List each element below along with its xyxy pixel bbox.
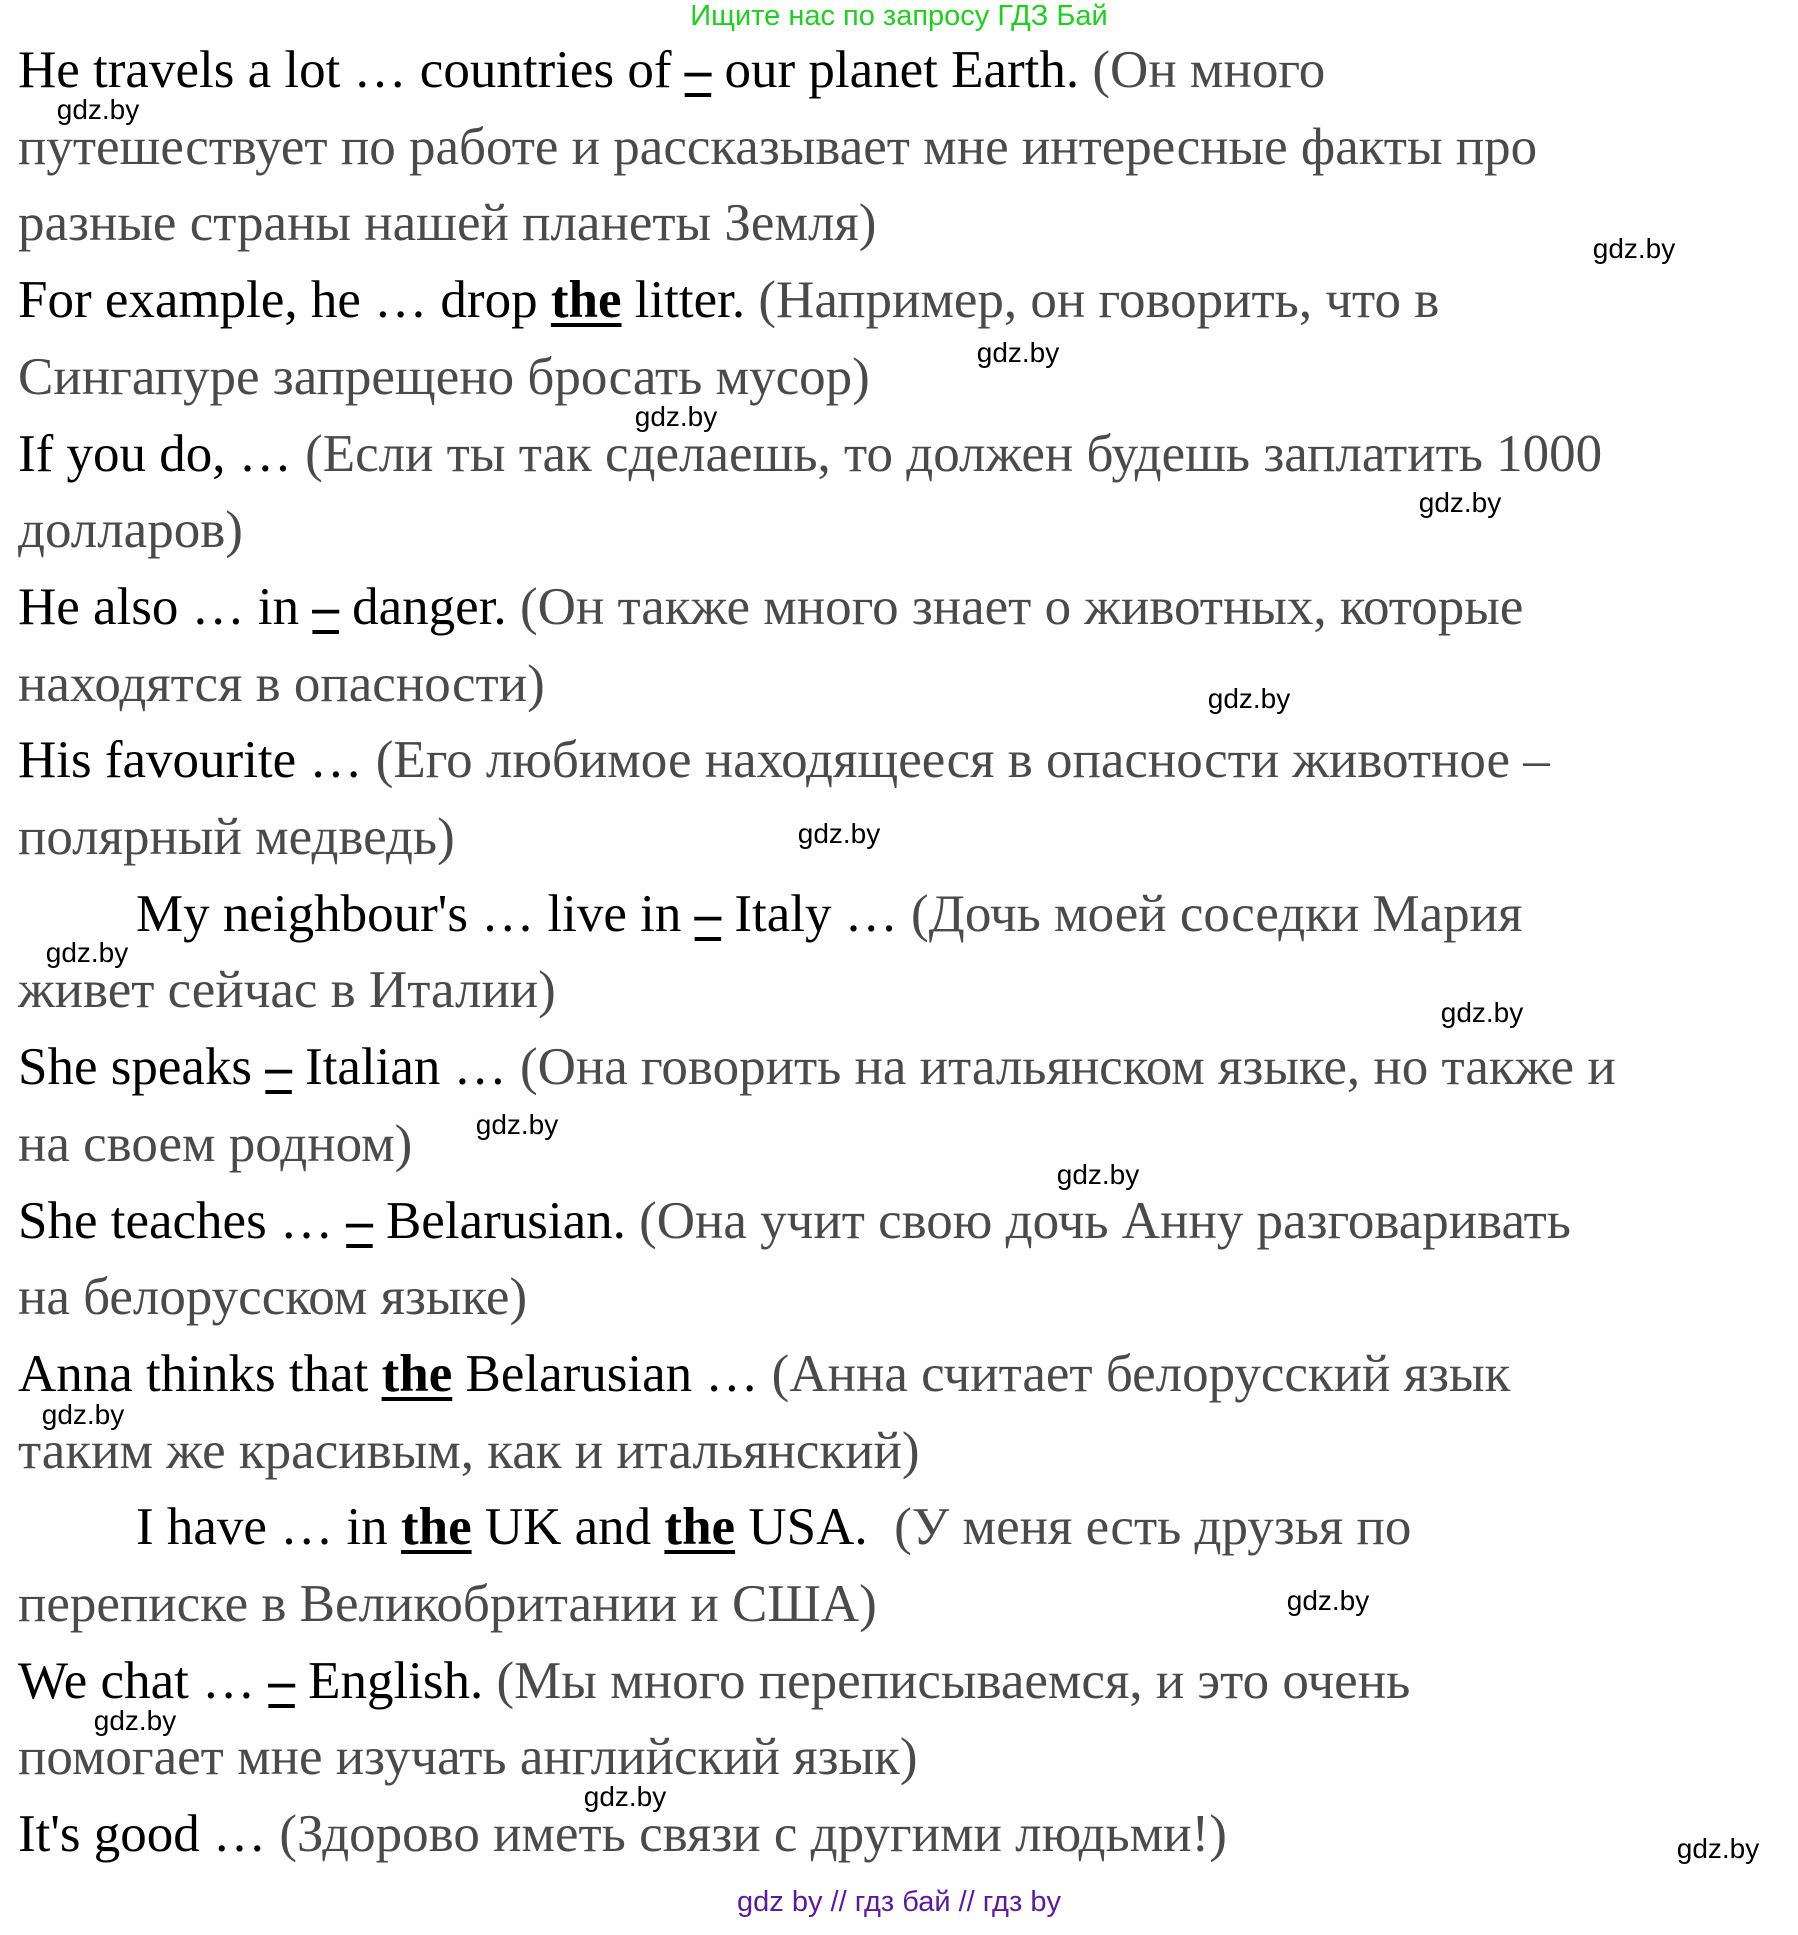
translation-text: помогает мне изучать английский язык) [18,1728,918,1787]
translation-text: (Она учит свою дочь Анну разговаривать [639,1191,1571,1250]
text-line [18,807,455,867]
translation-text: разные страны нашей планеты Земля) [18,194,877,253]
english-text: English. [294,1651,497,1710]
text-line [18,1421,920,1481]
text-line [18,577,1523,637]
text-line [18,1804,1227,1864]
english-text: She speaks [18,1038,266,1097]
translation-text: (Мы много переписываемся, и это очень [496,1651,1411,1710]
translation-text: (Если ты так сделаешь, то должен будешь заплатить 1000 [305,424,1603,483]
watermark: gdz.by [1207,683,1291,714]
answer-fill: the [664,1498,736,1557]
translation-text: (Она говорить на итальянском языке, но также и [519,1038,1616,1097]
translation-text: Сингапуре запрещено бросать мусор) [18,347,870,406]
text-line [18,500,243,560]
watermark: gdz.by [1440,997,1524,1028]
text-line [18,424,1602,484]
text-line [18,1267,527,1327]
english-text: It's good … [18,1805,280,1864]
text-line [18,193,876,253]
footer-links: gdz by // гдз бай // гдз by [737,1886,1061,1918]
english-text: Belarusian. [372,1191,640,1250]
english-text: Italian … [291,1038,520,1097]
text-line [136,1497,1411,1557]
answer-fill: – [684,41,712,99]
english-text: Belarusian … [452,1344,772,1403]
watermark: gdz.by [1056,1159,1140,1190]
text-line [18,960,556,1020]
english-text: our planet Earth. [711,41,1093,99]
translation-text: (Он много [1092,41,1326,99]
english-text: She teaches … [18,1191,347,1250]
watermark: gdz.by [976,337,1060,368]
english-text: He also … in [18,577,313,636]
watermark: gdz.by [1286,1585,1370,1616]
translation-text: живет сейчас в Италии) [18,961,556,1020]
answer-fill: – [268,1651,295,1710]
english-text: We chat … [18,1651,269,1710]
watermark: gdz.by [93,1705,177,1736]
text-line [18,1191,1571,1251]
english-text: If you do, … [18,424,306,483]
text-line [18,1344,1510,1404]
english-text: He travels a lot … countries of [18,41,685,99]
answer-fill: – [346,1191,373,1250]
english-text: danger. [338,577,520,636]
english-text: For example, he … drop [18,271,551,330]
watermark: gdz.by [1676,1833,1760,1864]
translation-text: полярный медведь) [18,808,455,866]
watermark: gdz.by [583,1781,667,1812]
translation-text: (Например, он говорить, что в [758,271,1440,330]
translation-text: (Анна считает белорусский язык [771,1344,1511,1403]
translation-text: (Здорово иметь связи с другими людьми!) [279,1805,1227,1864]
watermark: gdz.by [1418,487,1502,518]
watermark: gdz.by [56,94,140,125]
english-text: His favourite … [18,731,376,790]
translation-text: путешествует по работе и рассказывает мне интересные факты про [18,117,1538,176]
answer-fill: – [694,884,722,943]
translation-text: на своем родном) [18,1114,413,1173]
english-text: My neighbour's … live in [136,884,695,943]
text-line [18,1114,412,1174]
english-text: Italy … [721,884,912,943]
watermark: gdz.by [45,937,129,968]
text-line [18,270,1439,330]
translation-text: находятся в опасности) [18,654,545,713]
translation-text: переписке в Великобритании и США) [18,1575,877,1633]
translation-text: (Его любимое находящееся в опасности животное – [375,731,1550,790]
text-line [18,1574,877,1634]
translation-text: долларов) [18,501,243,560]
translation-text: (Дочь моей соседки Мария [911,884,1523,943]
translation-text: таким же красивым, как и итальянский) [18,1421,920,1480]
text-line [18,1037,1616,1097]
watermark: gdz.by [634,401,718,432]
translation-text: (Он также много знает о животных, которые [519,577,1524,636]
watermark: gdz.by [41,1399,125,1430]
english-text: litter. [621,271,759,330]
text-line [18,730,1550,790]
english-text: UK and [471,1498,665,1557]
translation-text: на белорусском языке) [18,1268,528,1327]
text-line [136,884,1522,944]
text-line [18,1651,1410,1711]
answer-fill: – [312,577,339,636]
english-text: Anna thinks that [18,1344,382,1403]
english-text: USA. [735,1498,895,1557]
translation-text: (У меня есть друзья по [894,1498,1412,1557]
watermark: gdz.by [797,818,881,849]
text-line [18,654,545,714]
watermark: gdz.by [1592,233,1676,264]
watermark: gdz.by [475,1109,559,1140]
search-hint-header: Ищите нас по запросу ГДЗ Бай [690,0,1108,32]
answer-fill: the [400,1498,472,1557]
text-line [18,347,870,407]
text-line [18,117,1537,177]
english-text: I have … in [136,1498,401,1557]
answer-fill: the [381,1344,453,1403]
answer-fill: the [550,271,622,330]
answer-fill: – [265,1038,292,1097]
text-line [18,40,1325,100]
